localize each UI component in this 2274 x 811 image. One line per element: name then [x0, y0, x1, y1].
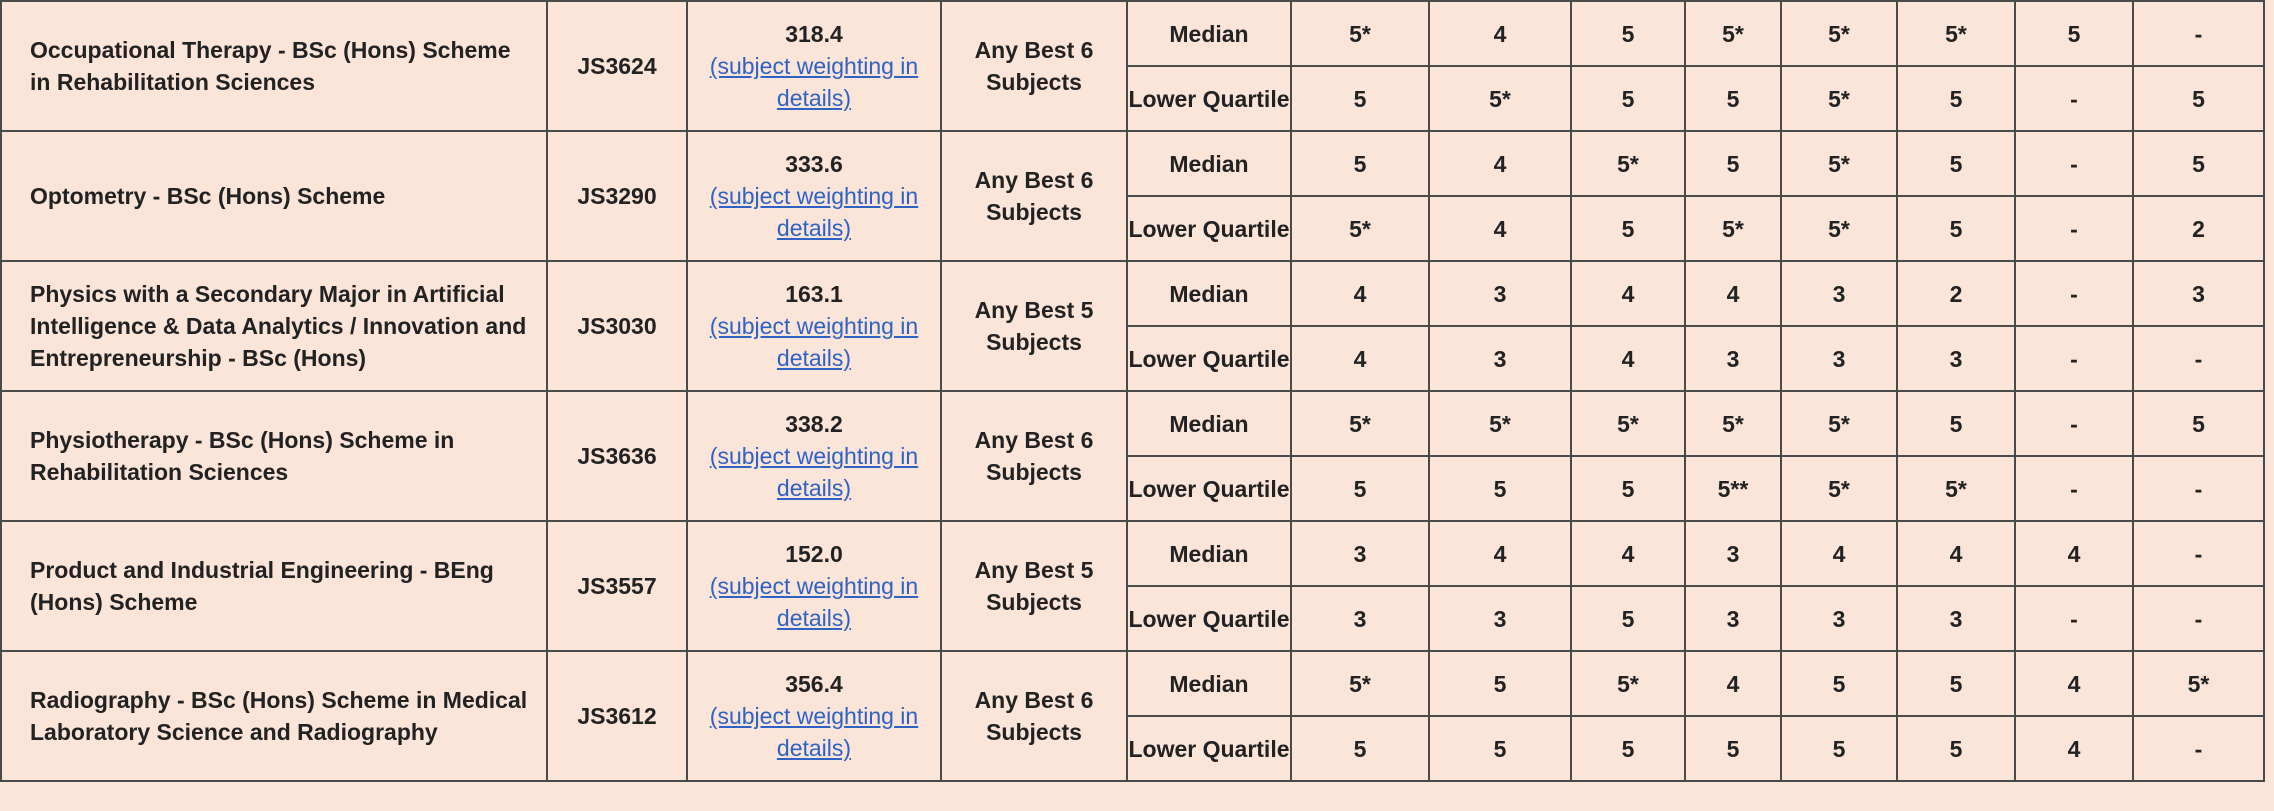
programme-name: Radiography - BSc (Hons) Scheme in Medical Laboratory Science and Radiography: [1, 651, 547, 781]
lower-quartile-label: Lower Quartile: [1127, 456, 1291, 521]
lower-quartile-grade: 3: [1685, 326, 1781, 391]
median-grade: 4: [2015, 521, 2133, 586]
median-grade: 5*: [1781, 391, 1897, 456]
table-row: [1, 391, 2264, 456]
programme-name: Physics with a Secondary Major in Artificial Intelligence & Data Analytics / Innovation and Entrepreneurship - BSc (Hons): [1, 261, 547, 391]
lower-quartile-grade: 2: [2133, 196, 2264, 261]
lower-quartile-grade: 3: [1781, 326, 1897, 391]
lower-quartile-grade: 5: [1571, 586, 1685, 651]
median-grade: 5: [1429, 651, 1571, 716]
lower-quartile-grade: 5: [1291, 66, 1429, 131]
lower-quartile-grade: -: [2133, 456, 2264, 521]
programme-name: Product and Industrial Engineering - BEng (Hons) Scheme: [1, 521, 547, 651]
median-grade: 3: [1781, 261, 1897, 326]
median-grade: 5*: [1291, 1, 1429, 66]
admission-score: 333.6: [785, 151, 843, 177]
median-grade: 5: [2133, 391, 2264, 456]
median-grade: 4: [1571, 261, 1685, 326]
lower-quartile-grade: 5: [1571, 456, 1685, 521]
programme-code: JS3030: [547, 261, 687, 391]
programme-code: JS3557: [547, 521, 687, 651]
admission-score: 356.4: [785, 671, 843, 697]
median-grade: 5: [1897, 651, 2015, 716]
median-grade: 5: [1781, 651, 1897, 716]
median-grade: 3: [1685, 521, 1781, 586]
programme-code: JS3612: [547, 651, 687, 781]
lower-quartile-grade: 3: [1429, 326, 1571, 391]
score-cell: [687, 131, 941, 261]
lower-quartile-grade: 5: [1685, 716, 1781, 781]
lower-quartile-label: Lower Quartile: [1127, 66, 1291, 131]
lower-quartile-grade: 5: [1897, 716, 2015, 781]
median-grade: 5: [1685, 131, 1781, 196]
median-grade: 5: [1291, 131, 1429, 196]
median-grade: 4: [1897, 521, 2015, 586]
lower-quartile-grade: 3: [1897, 586, 2015, 651]
score-cell: [687, 651, 941, 781]
table-body: [1, 1, 2264, 781]
lower-quartile-grade: 5: [2133, 66, 2264, 131]
subject-weighting-link[interactable]: (subject weighting in details): [709, 313, 919, 371]
median-grade: 5: [1897, 131, 2015, 196]
median-label: Median: [1127, 1, 1291, 66]
lower-quartile-grade: 5*: [1429, 66, 1571, 131]
lower-quartile-label: Lower Quartile: [1127, 326, 1291, 391]
median-grade: 5*: [1685, 391, 1781, 456]
median-label: Median: [1127, 651, 1291, 716]
score-cell: [687, 391, 941, 521]
lower-quartile-grade: 4: [1429, 196, 1571, 261]
median-grade: 5*: [1781, 1, 1897, 66]
lower-quartile-grade: 5**: [1685, 456, 1781, 521]
lower-quartile-grade: 5: [1291, 456, 1429, 521]
median-grade: 3: [1291, 521, 1429, 586]
median-label: Median: [1127, 261, 1291, 326]
lower-quartile-grade: 5: [1897, 66, 2015, 131]
lower-quartile-grade: -: [2133, 586, 2264, 651]
lower-quartile-grade: 5: [1429, 456, 1571, 521]
lower-quartile-grade: 5: [1291, 716, 1429, 781]
lower-quartile-grade: -: [2015, 66, 2133, 131]
table-row: [1, 131, 2264, 196]
programme-name: Optometry - BSc (Hons) Scheme: [1, 131, 547, 261]
lower-quartile-grade: 3: [1291, 586, 1429, 651]
subject-weighting-link[interactable]: (subject weighting in details): [709, 183, 919, 241]
median-grade: -: [2015, 131, 2133, 196]
lower-quartile-grade: 5: [1571, 716, 1685, 781]
subject-requirement: Any Best 6 Subjects: [941, 131, 1127, 261]
lower-quartile-grade: 5: [1571, 196, 1685, 261]
lower-quartile-grade: 4: [1291, 326, 1429, 391]
lower-quartile-grade: -: [2015, 196, 2133, 261]
lower-quartile-grade: 3: [1781, 586, 1897, 651]
subject-weighting-link[interactable]: (subject weighting in details): [709, 53, 919, 111]
table-row: [1, 521, 2264, 586]
median-grade: 4: [1291, 261, 1429, 326]
lower-quartile-label: Lower Quartile: [1127, 196, 1291, 261]
median-grade: -: [2015, 391, 2133, 456]
lower-quartile-grade: -: [2015, 326, 2133, 391]
admission-score: 318.4: [785, 21, 843, 47]
score-cell: [687, 1, 941, 131]
admission-score: 163.1: [785, 281, 843, 307]
lower-quartile-grade: 3: [1897, 326, 2015, 391]
subject-weighting-link[interactable]: (subject weighting in details): [709, 703, 919, 761]
median-grade: 2: [1897, 261, 2015, 326]
admission-score: 152.0: [785, 541, 843, 567]
lower-quartile-grade: -: [2015, 456, 2133, 521]
subject-requirement: Any Best 6 Subjects: [941, 391, 1127, 521]
lower-quartile-grade: 3: [1685, 586, 1781, 651]
median-grade: 5*: [1291, 391, 1429, 456]
subject-weighting-link[interactable]: (subject weighting in details): [709, 443, 919, 501]
admission-score: 338.2: [785, 411, 843, 437]
median-grade: 4: [2015, 651, 2133, 716]
median-grade: 5: [1571, 1, 1685, 66]
median-grade: 5*: [1685, 1, 1781, 66]
table-row: [1, 651, 2264, 716]
lower-quartile-grade: 5: [1781, 716, 1897, 781]
lower-quartile-grade: -: [2133, 326, 2264, 391]
median-grade: -: [2133, 1, 2264, 66]
median-grade: 5*: [1571, 391, 1685, 456]
median-grade: -: [2133, 521, 2264, 586]
median-grade: 4: [1429, 1, 1571, 66]
median-grade: 4: [1429, 521, 1571, 586]
median-grade: 5*: [1571, 131, 1685, 196]
median-grade: 5*: [1291, 651, 1429, 716]
lower-quartile-grade: 5: [1897, 196, 2015, 261]
lower-quartile-grade: 5*: [1781, 196, 1897, 261]
lower-quartile-grade: 5*: [1291, 196, 1429, 261]
lower-quartile-grade: 5: [1429, 716, 1571, 781]
median-grade: 4: [1685, 261, 1781, 326]
median-grade: 4: [1571, 521, 1685, 586]
median-grade: 3: [1429, 261, 1571, 326]
median-grade: 4: [1429, 131, 1571, 196]
subject-requirement: Any Best 6 Subjects: [941, 651, 1127, 781]
lower-quartile-grade: 5*: [1781, 456, 1897, 521]
table-row: [1, 1, 2264, 66]
subject-requirement: Any Best 5 Subjects: [941, 521, 1127, 651]
median-grade: 5: [2133, 131, 2264, 196]
median-grade: -: [2015, 261, 2133, 326]
table-row: [1, 261, 2264, 326]
median-grade: 5: [1897, 391, 2015, 456]
programme-name: Physiotherapy - BSc (Hons) Scheme in Rehabilitation Sciences: [1, 391, 547, 521]
median-label: Median: [1127, 521, 1291, 586]
programme-code: JS3636: [547, 391, 687, 521]
lower-quartile-label: Lower Quartile: [1127, 586, 1291, 651]
programme-code: JS3624: [547, 1, 687, 131]
programme-name: Occupational Therapy - BSc (Hons) Scheme in Rehabilitation Sciences: [1, 1, 547, 131]
median-label: Median: [1127, 391, 1291, 456]
lower-quartile-grade: 3: [1429, 586, 1571, 651]
median-grade: 5*: [1781, 131, 1897, 196]
lower-quartile-label: Lower Quartile: [1127, 716, 1291, 781]
score-cell: [687, 521, 941, 651]
subject-requirement: Any Best 5 Subjects: [941, 261, 1127, 391]
lower-quartile-grade: 5: [1685, 66, 1781, 131]
subject-requirement: Any Best 6 Subjects: [941, 1, 1127, 131]
median-grade: 5*: [1571, 651, 1685, 716]
lower-quartile-grade: 5*: [1897, 456, 2015, 521]
lower-quartile-grade: 4: [1571, 326, 1685, 391]
score-cell: [687, 261, 941, 391]
median-grade: 3: [2133, 261, 2264, 326]
median-grade: 4: [1781, 521, 1897, 586]
lower-quartile-grade: 5*: [1781, 66, 1897, 131]
programme-code: JS3290: [547, 131, 687, 261]
median-grade: 5*: [1897, 1, 2015, 66]
lower-quartile-grade: 5: [1571, 66, 1685, 131]
median-grade: 5: [2015, 1, 2133, 66]
median-grade: 5*: [1429, 391, 1571, 456]
median-label: Median: [1127, 131, 1291, 196]
lower-quartile-grade: 4: [2015, 716, 2133, 781]
median-grade: 5*: [2133, 651, 2264, 716]
lower-quartile-grade: -: [2015, 586, 2133, 651]
lower-quartile-grade: -: [2133, 716, 2264, 781]
median-grade: 4: [1685, 651, 1781, 716]
lower-quartile-grade: 5*: [1685, 196, 1781, 261]
subject-weighting-link[interactable]: (subject weighting in details): [709, 573, 919, 631]
